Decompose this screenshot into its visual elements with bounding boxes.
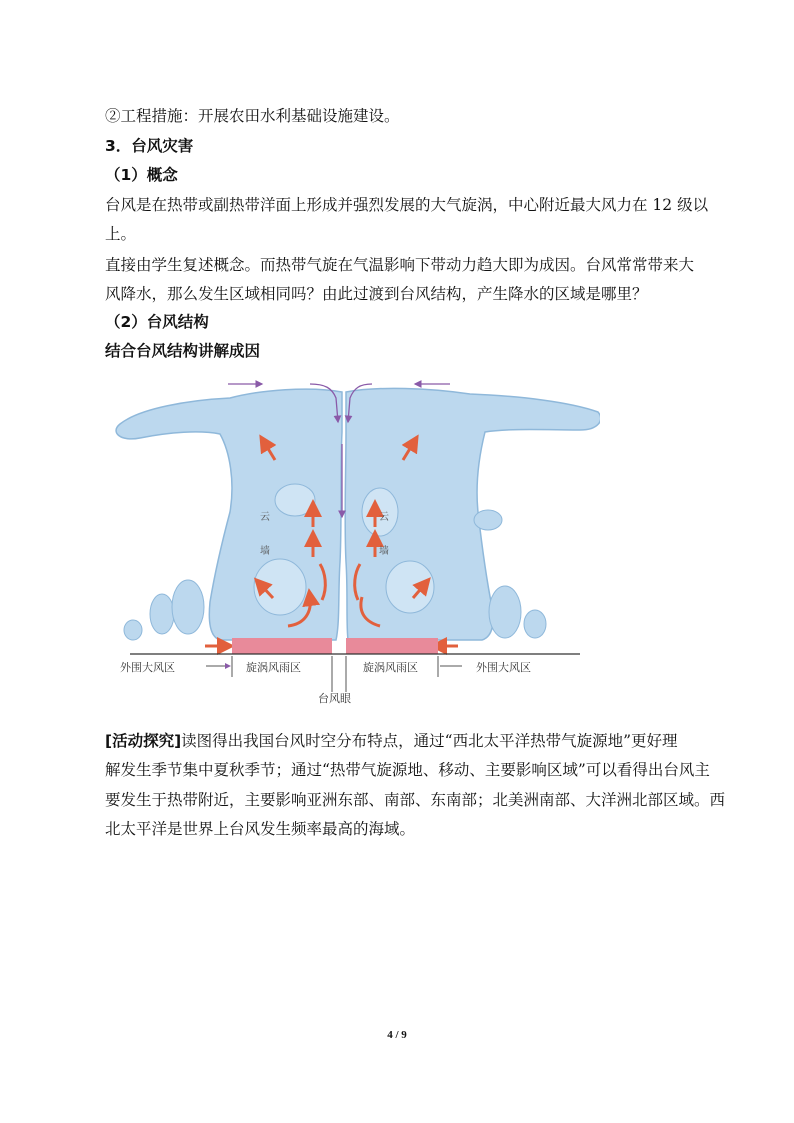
- page-number: 4 / 9: [387, 1029, 407, 1041]
- left-cloud-wall: [116, 389, 342, 640]
- concept-line-1: 台风是在热带或副热带洋面上形成并强烈发展的大气旋涡，中心附近最大风力在 12 级以: [105, 196, 709, 214]
- heading-typhoon: 3．台风灾害: [105, 137, 194, 155]
- activity-line-3: 要发生于热带附近，主要影响亚洲东部、南部、东南部；北美洲南部、大洋洲北部区域。西: [105, 791, 726, 809]
- activity-text-1: 读图得出我国台风时空分布特点，通过“西北太平洋热带气旋源地”更好理: [181, 732, 678, 750]
- rain-band-right: [346, 638, 438, 654]
- cloud-label-left: 云: [260, 512, 270, 523]
- concept-line-2: 上。: [105, 225, 137, 243]
- wall-label-left: 墙: [260, 546, 270, 557]
- teaching-line-2: 风降水，那么发生区域相同吗？由此过渡到台风结构，产生降水的区域是哪里？: [105, 285, 648, 303]
- diagram-caption: 结合台风结构讲解成因: [105, 342, 261, 360]
- cloud-label-right: 云: [379, 512, 389, 523]
- paragraph-measure: ②工程措施：开展农田水利基础设施建设。: [105, 107, 400, 125]
- subheading-structure: （2）台风结构: [105, 313, 209, 331]
- label-vortex-right: 旋涡风雨区: [363, 661, 418, 674]
- subheading-concept: （1）概念: [105, 166, 178, 184]
- teaching-line-1: 直接由学生复述概念。而热带气旋在气温影响下带动力趋大即为成因。台风常常带来大: [105, 256, 695, 274]
- wall-label-right: 墙: [379, 546, 389, 557]
- label-outer-left: 外围大风区: [120, 661, 175, 674]
- label-vortex-left: 旋涡风雨区: [246, 661, 301, 674]
- activity-line-4: 北太平洋是世界上台风发生频率最高的海域。: [105, 820, 416, 838]
- activity-line-2: 解发生季节集中夏秋季节；通过“热带气旋源地、移动、主要影响区域”可以看得出台风主: [105, 761, 710, 779]
- label-outer-right: 外围大风区: [476, 661, 531, 674]
- region-markers: [206, 656, 462, 692]
- activity-line-1: [105, 731, 678, 751]
- rain-band-left: [232, 638, 332, 654]
- typhoon-structure-diagram: [110, 372, 600, 712]
- activity-tag: [活动探究]: [105, 732, 182, 750]
- label-typhoon-eye: 台风眼: [318, 692, 351, 705]
